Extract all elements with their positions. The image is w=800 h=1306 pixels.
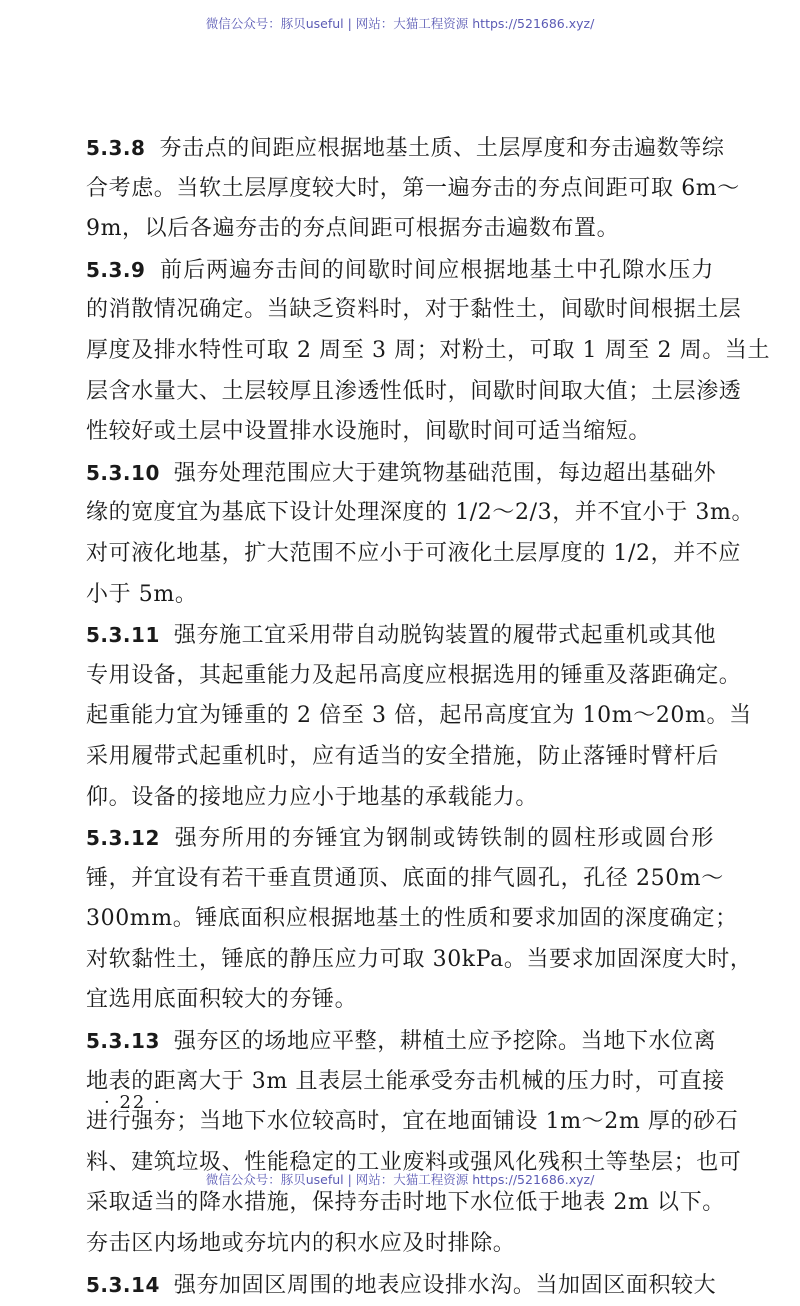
clause-line: 宜选用底面积较大的夯锤。 (86, 987, 358, 1013)
clause-line: 夯击区内场地或夯坑内的积水应及时排除。 (86, 1231, 516, 1257)
clause-line: 仰。设备的接地应力应小于地基的承载能力。 (86, 784, 539, 810)
clause-line (86, 1021, 717, 1062)
clause-5-3-13 (86, 1021, 742, 1265)
clause-line (86, 128, 725, 169)
clause-line: 对软黏性土，锤底的静压应力可取 30kPa。当要求加固深度大时， (86, 946, 753, 972)
clause-5-3-8 (86, 128, 740, 250)
clause-line: 起重能力宜为锤重的 2 倍至 3 倍，起吊高度宜为 10m～20m。当 (86, 703, 752, 729)
clause-line: 采取适当的降水措施，保持夯击时地下水位低于地表 2m 以下。 (86, 1190, 725, 1216)
clause-text: 前后两遍夯击间的间歇时间应根据地基土中孔隙水压力 (159, 257, 714, 283)
clause-line (86, 615, 717, 656)
clause-line: 地表的距离大于 3m 且表层土能承受夯击机械的压力时，可直接 (86, 1068, 725, 1094)
clause-line: 采用履带式起重机时，应有适当的安全措施，防止落锤时臂杆后 (86, 743, 719, 769)
watermark-bottom: 微信公众号：豚贝useful | 网站：大猫工程资源 https://521686.xyz/ (205, 1172, 595, 1187)
clause-line: 缘的宽度宜为基底下设计处理深度的 1/2～2/3，并不宜小于 3m。 (86, 500, 755, 526)
clause-line: 300mm。锤底面积应根据地基土的性质和要求加固的深度确定； (86, 906, 738, 932)
clause-number: 5.3.10 (86, 460, 160, 485)
clause-line: 锤，并宜设有若干垂直贯通顶、底面的排气圆孔，孔径 250m～ (86, 865, 724, 891)
clause-line: 专用设备，其起重能力及起吊高度应根据选用的锤重及落距确定。 (86, 662, 742, 688)
clause-number: 5.3.12 (86, 826, 160, 851)
clause-line (86, 250, 714, 291)
clause-line: 厚度及排水特性可取 2 周至 3 周；对粉土，可取 1 周至 2 周。当土 (86, 337, 771, 363)
clause-number: 5.3.11 (86, 623, 160, 648)
clause-text: 强夯所用的夯锤宜为钢制或铸铁制的圆柱形或圆台形 (173, 826, 714, 852)
clause-line: 小于 5m。 (86, 581, 198, 607)
watermark-top: 微信公众号：豚贝useful | 网站：大猫工程资源 https://521686.xyz/ (205, 16, 595, 31)
clause-number: 5.3.13 (86, 1029, 160, 1054)
clause-line (86, 1265, 717, 1306)
page-number: · 22 · (104, 1092, 162, 1113)
clause-5-3-14 (86, 1265, 717, 1306)
clause-line: 的消散情况确定。当缺乏资料时，对于黏性土，间歇时间根据土层 (86, 297, 742, 323)
clause-line: 对可液化地基，扩大范围不应小于可液化土层厚度的 1/2，并不应 (86, 540, 742, 566)
clause-5-3-11 (86, 615, 752, 818)
clause-line: 料、建筑垃圾、性能稳定的工业废料或强风化残积土等垫层；也可 (86, 1149, 742, 1175)
clause-5-3-10 (86, 453, 755, 615)
document-body (86, 128, 771, 1305)
clause-text: 强夯处理范围应大于建筑物基础范围，每边超出基础外 (173, 460, 717, 486)
clause-line: 性较好或土层中设置排水设施时，间歇时间可适当缩短。 (86, 419, 652, 445)
clause-line: 9m，以后各遍夯击的夯点间距可根据夯击遍数布置。 (86, 216, 620, 242)
clause-text: 强夯区的场地应平整，耕植土应予挖除。当地下水位离 (173, 1029, 717, 1055)
clause-text: 强夯施工宜采用带自动脱钩装置的履带式起重机或其他 (173, 623, 717, 649)
clause-5-3-9 (86, 250, 771, 453)
clause-5-3-12 (86, 818, 753, 1021)
clause-number: 5.3.8 (86, 136, 146, 160)
clause-number: 5.3.14 (86, 1272, 160, 1297)
clause-line: 层含水量大、土层较厚且渗透性低时，间歇时间取大值；土层渗透 (86, 378, 742, 404)
clause-text: 夯击点的间距应根据地基土质、土层厚度和夯击遍数等综 (159, 136, 725, 161)
clause-line (86, 453, 717, 494)
clause-line (86, 818, 714, 859)
clause-line: 合考虑。当软土层厚度较大时，第一遍夯击的夯点间距可取 6m～ (86, 175, 740, 201)
clause-text: 强夯加固区周围的地表应设排水沟。当加固区面积较大 (173, 1272, 717, 1298)
clause-number: 5.3.9 (86, 257, 146, 282)
clause-line: 进行强夯；当地下水位较高时，宜在地面铺设 1m～2m 厚的砂石 (86, 1109, 739, 1135)
